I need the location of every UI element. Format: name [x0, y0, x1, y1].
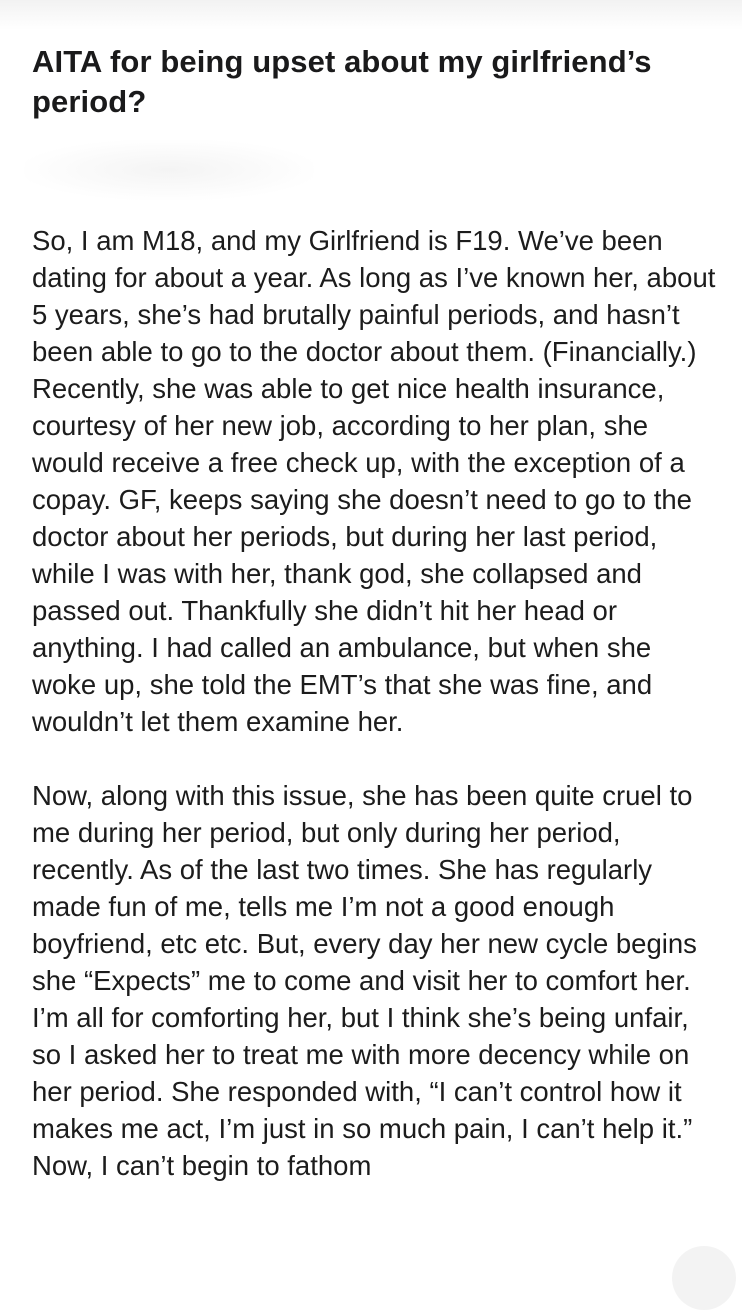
bottom-fade	[0, 1252, 742, 1280]
post-body	[32, 222, 722, 1221]
top-edge-shadow	[0, 0, 742, 30]
post-paragraph-1: So, I am M18, and my Girlfriend is F19. We’ve been dating for about a year. As long as I’ve known her, about 5 years, she’s had brutally painful periods, and hasn’t been able to go to the doctor about them. (Financially.) Recently, she was able to get nice health insurance, courtesy of her new job, according to her plan, she would receive a free check up, with the exception of a copay. GF, keeps saying she doesn’t need to go to the doctor about her periods, but during her last period, while I was with her, thank god, she collapsed and passed out. Thankfully she didn’t hit her head or anything. I had called an ambulance, but when she woke up, she told the EMT’s that she was fine, and wouldn’t let them examine her.	[32, 225, 716, 737]
post	[32, 42, 722, 122]
post-paragraph-2: Now, along with this issue, she has been quite cruel to me during her period, but only during her period, recently. As of the last two times. She has regularly made fun of me, tells me I’m not a good enough boyfriend, etc etc. But, every day her new cycle begins she “Expects” me to come and visit her to comfort her. I’m all for comforting her, but I think she’s being unfair, so I asked her to treat me with more decency while on her period. She responded with, “I can’t control how it makes me act, I’m just in so much pain, I can’t help it.” Now, I can’t begin to fathom	[32, 780, 697, 1181]
floating-action-shadow[interactable]	[672, 1246, 736, 1310]
post-title: AITA for being upset about my girlfriend’s period?	[32, 44, 652, 119]
post-meta-placeholder	[24, 140, 314, 200]
